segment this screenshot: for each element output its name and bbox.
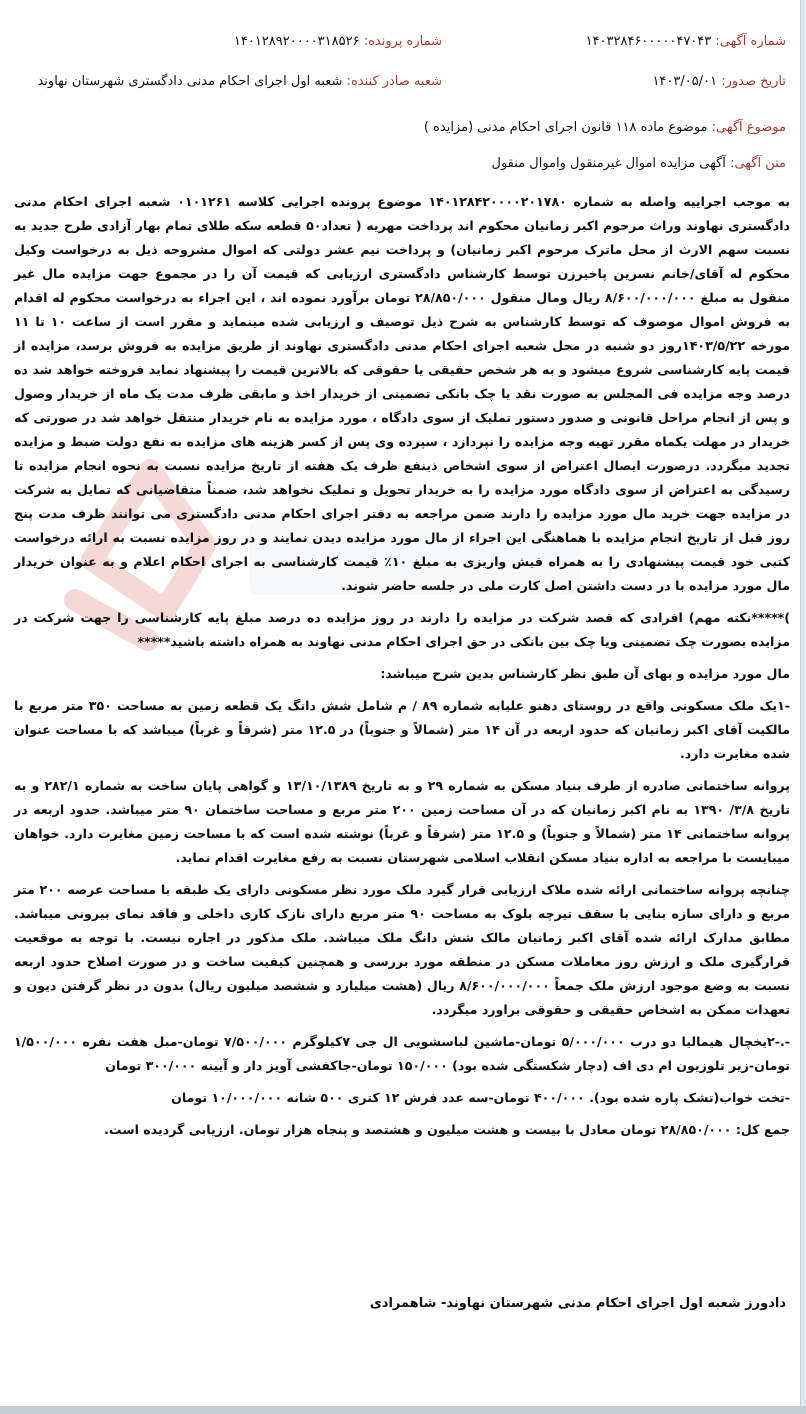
- signature-line: دادورز شعبه اول اجرای احکام مدنی شهرستان نهاوند- شاهمرادی: [369, 1296, 786, 1311]
- body-paragraph-valuation: چنانچه پروانه ساختمانی ارائه شده ملاک ارزیابی قرار گیرد ملک مورد نظر مسکونی دارای یک طبقه با مساحت عرصه ۲۰۰ متر مربع و دارای سازه بنایی با سقف تیرچه بلوک به مساحت ۹۰ متر مربع دارای نازک کاری داخلی و فاقد نمای بیرونی میباشد. مطابق مدارک ارائه شده آقای اکبر زمانیان مالک شش دانگ ملک میباشد. ملک مذکور در اجاره نیست. با توجه به موقعیت قرارگیری ملک و ارزش روز معاملات مسکن در منطقه مورد بررسی و همچنین کیفیت ساخت و در صورت اصلاح حدود اربعه نسبت به وضع موجود ارزش ملک جمعاً ۸/۶۰۰/۰۰۰/۰۰۰ ریال (هشت میلیارد و ششصد میلیون ریال) بدون در نظر گرفتن دیون و تعهدات ممکن به اشخاص حقیقی و حقوقی براورد میگردد.: [14, 882, 791, 1017]
- text-label: متن آگهی:: [730, 156, 786, 171]
- body-paragraph-movables-1: -.-۲یخچال هیمالیا دو درب ۵/۰۰۰/۰۰۰ تومان-ماشین لباسشویی ال جی ۷کیلوگرم ۷/۵۰۰/۰۰۰ تومان-مبل هفت نفره ۱/۵۰۰/۰۰۰ تومان-زیر تلوزیون ام دی اف (دچار شکستگی شده بود) ۱۵۰/۰۰۰ تومان-جاکفشی آویز دار و آیینه ۳۰۰/۰۰۰ تومان: [14, 1034, 790, 1073]
- case-number-value: ۱۴۰۱۲۸۹۲۰۰۰۰۳۱۸۵۲۶: [233, 34, 360, 49]
- case-number-label: شماره پرونده:: [363, 34, 442, 49]
- body-paragraph-property-1: -۱یک ملک مسکونی واقع در روستای دهنو علیابه شماره ۸۹ / م شامل شش دانگ یک قطعه زمین به مساحت ۳۵۰ متر مربع با مالکیت آقای اکبر زمانیان که حدود اربعه در آن ۱۴ متر (شمالاً و جنوباً) در ۱۲.۵ متر (شرقاً و غرباً) میباشد که با مساحت عنوان شده مغایرت دارد.: [14, 698, 790, 761]
- issuer-value: شعبه اول اجرای احکام مدنی دادگستری شهرستان نهاوند: [37, 74, 343, 89]
- notice-number-row: [586, 34, 786, 49]
- body-paragraph-movables-2: -تخت خواب(تشک پاره شده بود). ۴۰۰/۰۰۰ تومان-سه عدد فرش ۱۲ کتری ۵۰۰ شانه ۱۰/۰۰۰/۰۰۰ تومان: [171, 1090, 790, 1105]
- issue-date-label: تاریخ صدور:: [721, 74, 786, 89]
- notice-body: [14, 190, 790, 1150]
- text-title: آگهی مزایده اموال غیرمنقول واموال منقول: [491, 156, 726, 171]
- notice-number-label: شماره آگهی:: [715, 34, 786, 49]
- subject-label: موضوع آگهی:: [711, 120, 786, 135]
- subject-value: موضوع ماده ۱۱۸ قانون اجرای احکام مدنی (مزایده ): [423, 120, 708, 135]
- window-bottom-bar: [0, 1406, 806, 1414]
- issue-date-value: ۱۴۰۳/۰۵/۰۱: [652, 74, 718, 89]
- body-paragraph-total: جمع کل: ۲۸/۸۵۰/۰۰۰ تومان معادل با بیست و هشت میلیون و هشتصد و پنجاه هزار تومان. ارزیابی گردیده است.: [104, 1122, 790, 1137]
- notice-number-value: ۱۴۰۳۲۸۴۶۰۰۰۰۰۴۷۰۴۳: [585, 34, 712, 49]
- issuer-label: شعبه صادر کننده:: [346, 74, 442, 89]
- subject-row: [424, 120, 786, 135]
- body-paragraph-items-intro: مال مورد مزایده و بهای آن طبق نظر کارشناس بدین شرح میباشد:: [380, 666, 790, 681]
- text-title-row: [492, 156, 786, 171]
- issue-date-row: [652, 74, 786, 89]
- body-paragraph-main: به موجب اجراییه واصله به شماره ۱۴۰۱۲۸۴۲۰۰۰۰۲۰۱۷۸۰ موضوع پرونده اجرایی کلاسه ۰۱۰۱۲۶۱ شعبه اجرای احکام مدنی دادگستری نهاوند وراث مرحوم اکبر زمانیان محکوم اند پرداخت مهریه ( تعداد۵۰ قطعه سکه طلای تمام بهار آزادی طرح جدید به نسبت سهم الارث از محل ماترک مرحوم اکبر زمانیان) و پرداخت نیم عشر دولتی که اموال مشروحه ذیل به درخواست وکیل محکوم له آقای/خانم نسرین پاخیرزن توسط کارشناس دادگستری ارزیابی که قیمت آن را در مجموع جهت مزایده مال غیر منقول به مبلغ ۸/۶۰۰/۰۰۰/۰۰۰ ریال ومال منقول ۲۸/۸۵۰/۰۰۰ تومان برآورد نموده اند ، این اجراء به درخواست محکوم له اقدام به فروش اموال موصوف که توسط کارشناس به شرح ذیل توصیف و ارزیابی شده مینماید و مقرر است از ساعت ۱۰ تا ۱۱ مورخه ۱۴۰۳/۵/۲۲روز دو شنبه در محل شعبه اجرای احکام مدنی دادگستری نهاوند از طریق مزایده به فروش برسد، مزایده از قیمت پایه کارشناسی شروع میشود و به هر شخص حقیقی یا حقوقی که بالاترین قیمت را پیشنهاد نماید فروخته خواهد شد ده درصد وجه مزایده فی المجلس به صورت نقد یا چک بانکی تضمینی از خریدار اخذ و مابقی ظرف مدت یک ماه از خریدار وصول و پس از انجام مراحل قانونی و صدور دستور تملیک از سوی دادگاه ، مورد مزایده به نام خریدار منتقل خواهد شد در صورتی که خریدار در مهلت یکماه مقرر تهیه وجه مزایده را نپردازد ، سپرده وی پس از کسر هزینه های مزایده به نفع دولت ضبط و مزایده تجدید میگردد. درصورت ایصال اعتراض از سوی اشخاص ذینفع ظرف یک هفته از تاریخ مزایده نسبت به نحوه انجام مزایده تا رسیدگی به اعتراض از سوی دادگاه مورد مزایده را به خریدار تحویل و تملیک نخواهد شد، ضمناً متقاضیانی که تمایل به شرکت در مزایده جهت خرید مال مورد مزایده را دارند ضمن مراجعه به دفتر اجرای احکام مدنی دادگستری می توانند ظرف مدت پنج روز قبل از تاریخ انجام مزایده با هماهنگی این اجراء از مال مورد مزایده دیدن نمایند و در روز مزایده نسبت به ارائه درخواست کتبی خود قیمت پیشنهادی را به همراه فیش واریزی به مبلغ ۱۰٪ قیمت کارشناسی به اجرای احکام اعلام و به عنوان خریدار مال مورد مزایده با در دست داشتن اصل کارت ملی در جلسه حاضر شوند.: [14, 194, 791, 593]
- body-paragraph-permit: پروانه ساختمانی صادره از طرف بنیاد مسکن به شماره ۲۹ و به تاریخ ۱۳/۱۰/۱۳۸۹ و گواهی پایان ساخت به شماره ۲۸۲/۱ و به تاریخ ۳/۸/ ۱۳۹۰ به نام اکبر زمانیان که در آن مساحت زمین ۲۰۰ متر مربع و مساحت ساختمان ۹۰ متر میباشد. حدود اربعه در پروانه ساختمانی ۱۴ متر (شمالاً و جنوباً) و ۱۲.۵ متر (شرقاً و غرباً) نوشته شده است که با مساحت زمین مغایرت دارد. خواهان میبایست با مراجعه به اداره بنیاد مسکن انقلاب اسلامی شهرستان نسبت به رفع مغایرت اقدام نماید.: [14, 778, 791, 865]
- issuer-row: [37, 74, 442, 89]
- body-paragraph-important-note: )*****نکته مهم) افرادی که قصد شرکت در مزایده را دارند در روز مزایده ده درصد مبلغ پایه کارشناسی را جهت شرکت در مزایده بصورت چک تضمینی ویا چک بین بانکی در حق اجرای احکام مدنی نهاوند به همراه داشته باشید*****: [14, 610, 790, 649]
- case-number-row: [234, 34, 442, 49]
